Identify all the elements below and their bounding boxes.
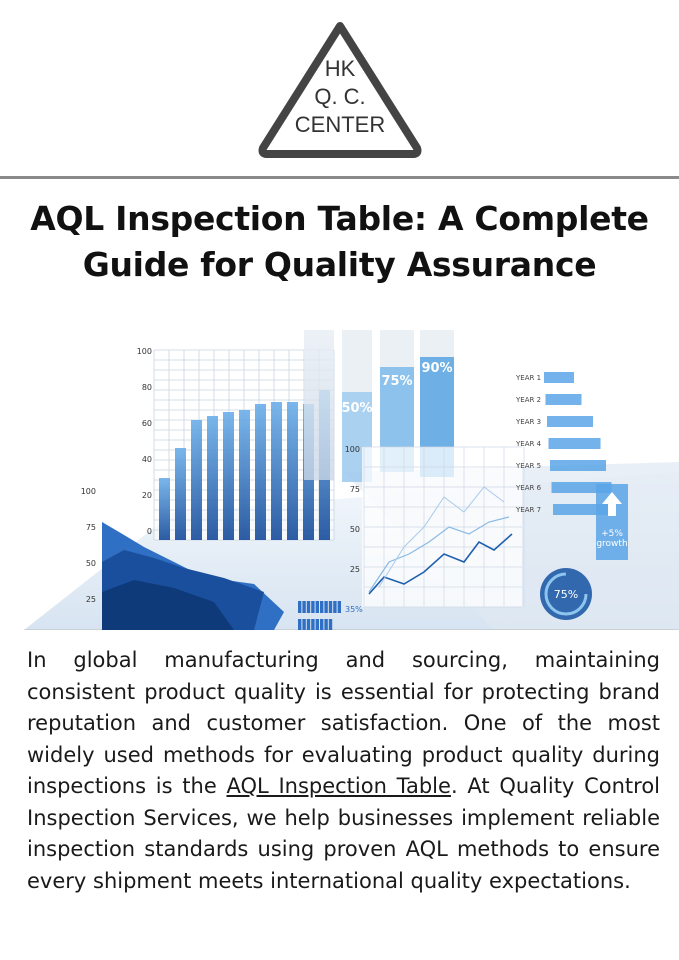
segment [316, 619, 319, 630]
segment [324, 601, 327, 613]
intro-text-start: In global manufacturing and sourcing, maintaining consistent product quality is essential for protecting brand reputation and customer satisfaction. One of the most widely used methods for evaluating product quality during inspections is the [27, 648, 660, 798]
intro-text-end: . At Quality Control Inspection Services, we help businesses implement reliable inspection standards using proven AQL methods to ensure every shipment meets international quality expectations. [27, 774, 660, 893]
logo-line-1: HK [324, 56, 356, 81]
segment [298, 601, 301, 613]
growth-label: +5% growth [596, 529, 628, 549]
segment [320, 601, 323, 613]
segment [302, 619, 305, 630]
year-label: YEAR 7 [516, 506, 542, 514]
growth-box [596, 484, 628, 560]
year-label: YEAR 3 [516, 418, 542, 426]
segment [320, 619, 323, 630]
axis-tick-label: 25 [85, 595, 96, 604]
axis-tick-label: 100 [80, 487, 96, 496]
axis-tick-label: 50 [349, 525, 360, 534]
bar [223, 412, 234, 540]
year-bar [544, 372, 574, 383]
axis-tick-label: 75 [349, 485, 360, 494]
bar [287, 402, 298, 540]
year-bar [546, 394, 582, 405]
axis-tick-label: 100 [136, 347, 152, 356]
axis-tick-label: 80 [141, 383, 152, 392]
percent-label-90: 90% [421, 361, 453, 376]
year-bar [549, 438, 601, 449]
title-line-2: Guide for Quality Assurance [82, 245, 597, 284]
page-title [0, 196, 679, 288]
logo-line-3: CENTER [294, 112, 386, 137]
title-line-1: AQL Inspection Table: A Complete [30, 199, 649, 238]
bar [159, 478, 170, 540]
aql-table-link[interactable]: AQL Inspection Table [226, 774, 451, 798]
axis-tick-label: 60 [141, 419, 152, 428]
year-label: YEAR 6 [516, 484, 542, 492]
header [0, 0, 679, 175]
segment [329, 601, 332, 613]
bar [175, 448, 186, 540]
gauge [540, 568, 592, 620]
year-label: YEAR 5 [516, 462, 542, 470]
divider [0, 176, 679, 179]
segment [311, 619, 314, 630]
axis-tick-label: 0 [146, 527, 152, 536]
axis-tick-label: 40 [141, 455, 152, 464]
hkqc-logo [255, 20, 425, 160]
small-bar-label: 35% [345, 605, 363, 614]
year-bar [550, 460, 606, 471]
year-label: YEAR 4 [516, 440, 542, 448]
bar [271, 402, 282, 540]
axis-tick-label: 100 [344, 445, 360, 454]
segment [333, 601, 336, 613]
percent-label-75: 75% [381, 374, 413, 389]
segment [329, 619, 332, 630]
segment [307, 601, 310, 613]
segment [307, 619, 310, 630]
intro-paragraph [27, 645, 660, 897]
line-chart-panel [345, 445, 524, 607]
logo-line-2: Q. C. [314, 84, 366, 109]
segment [324, 619, 327, 630]
axis-tick-label: 75 [85, 523, 96, 532]
bar [255, 404, 266, 540]
segment [302, 601, 305, 613]
segment [316, 601, 319, 613]
segment [298, 619, 301, 630]
axis-tick-label: 25 [349, 565, 360, 574]
bar [239, 410, 250, 540]
year-label: YEAR 1 [516, 374, 542, 382]
hero-image [24, 322, 679, 630]
bar [207, 416, 218, 540]
percent-label-50: 50% [341, 401, 373, 416]
analytics-illustration [24, 322, 679, 630]
segment [338, 601, 341, 613]
year-bar [547, 416, 593, 427]
segment [311, 601, 314, 613]
year-label: YEAR 2 [516, 396, 542, 404]
bar [191, 420, 202, 540]
axis-tick-label: 20 [141, 491, 152, 500]
axis-tick-label: 50 [85, 559, 96, 568]
gauge-label: 75% [553, 588, 579, 601]
